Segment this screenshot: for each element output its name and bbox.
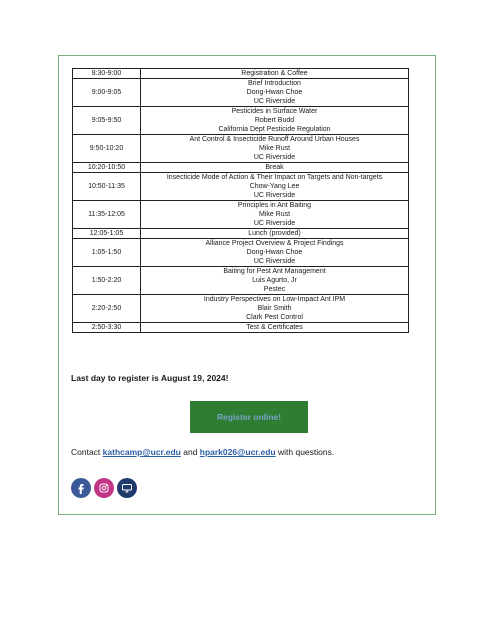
session-detail: Robert Budd bbox=[254, 117, 295, 124]
session-title: Break bbox=[265, 164, 284, 171]
contact-suffix: with questions. bbox=[275, 447, 335, 457]
session-detail: Dong-Hwan Choe bbox=[246, 249, 303, 256]
schedule-time: 1:50-2:20 bbox=[73, 267, 141, 295]
schedule-time: 2:20-2:50 bbox=[73, 295, 141, 323]
session-title: Brief Introduction bbox=[248, 80, 301, 87]
session-title: Registration & Coffee bbox=[241, 70, 308, 77]
contact-middle: and bbox=[180, 447, 200, 457]
schedule-row bbox=[73, 229, 409, 239]
session-title: Baiting for Pest Ant Management bbox=[223, 268, 326, 275]
schedule-row bbox=[73, 163, 409, 173]
facebook-button[interactable] bbox=[71, 478, 91, 498]
website-button[interactable] bbox=[117, 478, 137, 498]
session-title: Lunch (provided) bbox=[248, 230, 301, 237]
schedule-time: 9:50-10:20 bbox=[73, 135, 141, 163]
schedule-row bbox=[73, 79, 409, 107]
instagram-icon bbox=[98, 482, 110, 494]
schedule-description bbox=[141, 107, 409, 135]
schedule-description bbox=[141, 323, 409, 333]
session-title: Principles in Ant Baiting bbox=[237, 202, 312, 209]
facebook-icon bbox=[75, 482, 87, 494]
schedule-time: 10:20-10:50 bbox=[73, 163, 141, 173]
schedule-time: 8:30-9:00 bbox=[73, 69, 141, 79]
schedule-time: 2:50-3:30 bbox=[73, 323, 141, 333]
session-title: Alliance Project Overview & Project Findings bbox=[205, 240, 344, 247]
schedule-row bbox=[73, 201, 409, 229]
schedule-time: 9:00-9:05 bbox=[73, 79, 141, 107]
session-detail: Dong-Hwan Choe bbox=[246, 89, 303, 96]
session-detail: UC Riverside bbox=[253, 258, 296, 265]
session-detail: Chow-Yang Lee bbox=[249, 183, 300, 190]
schedule-description bbox=[141, 79, 409, 107]
schedule-row bbox=[73, 239, 409, 267]
schedule-time: 1:05-1:50 bbox=[73, 239, 141, 267]
schedule-row bbox=[73, 173, 409, 201]
schedule-row bbox=[73, 69, 409, 79]
schedule-description bbox=[141, 69, 409, 79]
session-detail: Clark Pest Control bbox=[246, 314, 303, 321]
session-detail: Pestec bbox=[263, 286, 286, 293]
register-online-button[interactable]: Register online! bbox=[190, 401, 308, 433]
instagram-button[interactable] bbox=[94, 478, 114, 498]
session-title: Test & Certificates bbox=[246, 324, 303, 331]
session-detail: Mike Rust bbox=[258, 145, 291, 152]
session-detail: UC Riverside bbox=[253, 192, 296, 199]
session-detail: California Dept Pesticide Regulation bbox=[218, 126, 331, 133]
schedule-description bbox=[141, 229, 409, 239]
schedule-description bbox=[141, 201, 409, 229]
schedule-description bbox=[141, 295, 409, 323]
schedule-time: 9:05-9:50 bbox=[73, 107, 141, 135]
session-title: Industry Perspectives on Low-Impact Ant IPM bbox=[203, 296, 346, 303]
schedule-description bbox=[141, 239, 409, 267]
email-link-kathcamp[interactable]: kathcamp@ucr.edu bbox=[102, 447, 181, 457]
schedule-description bbox=[141, 135, 409, 163]
schedule-description bbox=[141, 163, 409, 173]
social-links bbox=[71, 478, 137, 498]
email-card bbox=[58, 55, 436, 515]
schedule-time: 10:50-11:35 bbox=[73, 173, 141, 201]
session-detail: Luis Agurto, Jr bbox=[252, 277, 297, 284]
session-title: Pesticides in Surface Water bbox=[231, 108, 318, 115]
schedule-time: 11:35-12:05 bbox=[73, 201, 141, 229]
registration-deadline: Last day to register is August 19, 2024! bbox=[71, 373, 229, 383]
session-detail: UC Riverside bbox=[253, 220, 296, 227]
session-detail: UC Riverside bbox=[253, 98, 296, 105]
session-detail: Blair Smith bbox=[257, 305, 292, 312]
schedule-row bbox=[73, 295, 409, 323]
contact-line bbox=[71, 447, 334, 457]
session-title: Insecticide Mode of Action & Their Impact on Targets and Non-targets bbox=[166, 174, 383, 181]
schedule-row bbox=[73, 107, 409, 135]
schedule-row bbox=[73, 135, 409, 163]
monitor-icon bbox=[121, 482, 133, 494]
email-link-hpark[interactable]: hpark026@ucr.edu bbox=[199, 447, 276, 457]
schedule-description bbox=[141, 267, 409, 295]
session-detail: Mike Rust bbox=[258, 211, 291, 218]
schedule-time: 12:05-1:05 bbox=[73, 229, 141, 239]
contact-prefix: Contact bbox=[71, 447, 103, 457]
schedule-row bbox=[73, 267, 409, 295]
schedule-description bbox=[141, 173, 409, 201]
schedule-row bbox=[73, 323, 409, 333]
session-detail: UC Riverside bbox=[253, 154, 296, 161]
session-title: Ant Control & Insecticide Runoff Around Urban Houses bbox=[189, 136, 360, 143]
schedule-table bbox=[72, 68, 409, 333]
